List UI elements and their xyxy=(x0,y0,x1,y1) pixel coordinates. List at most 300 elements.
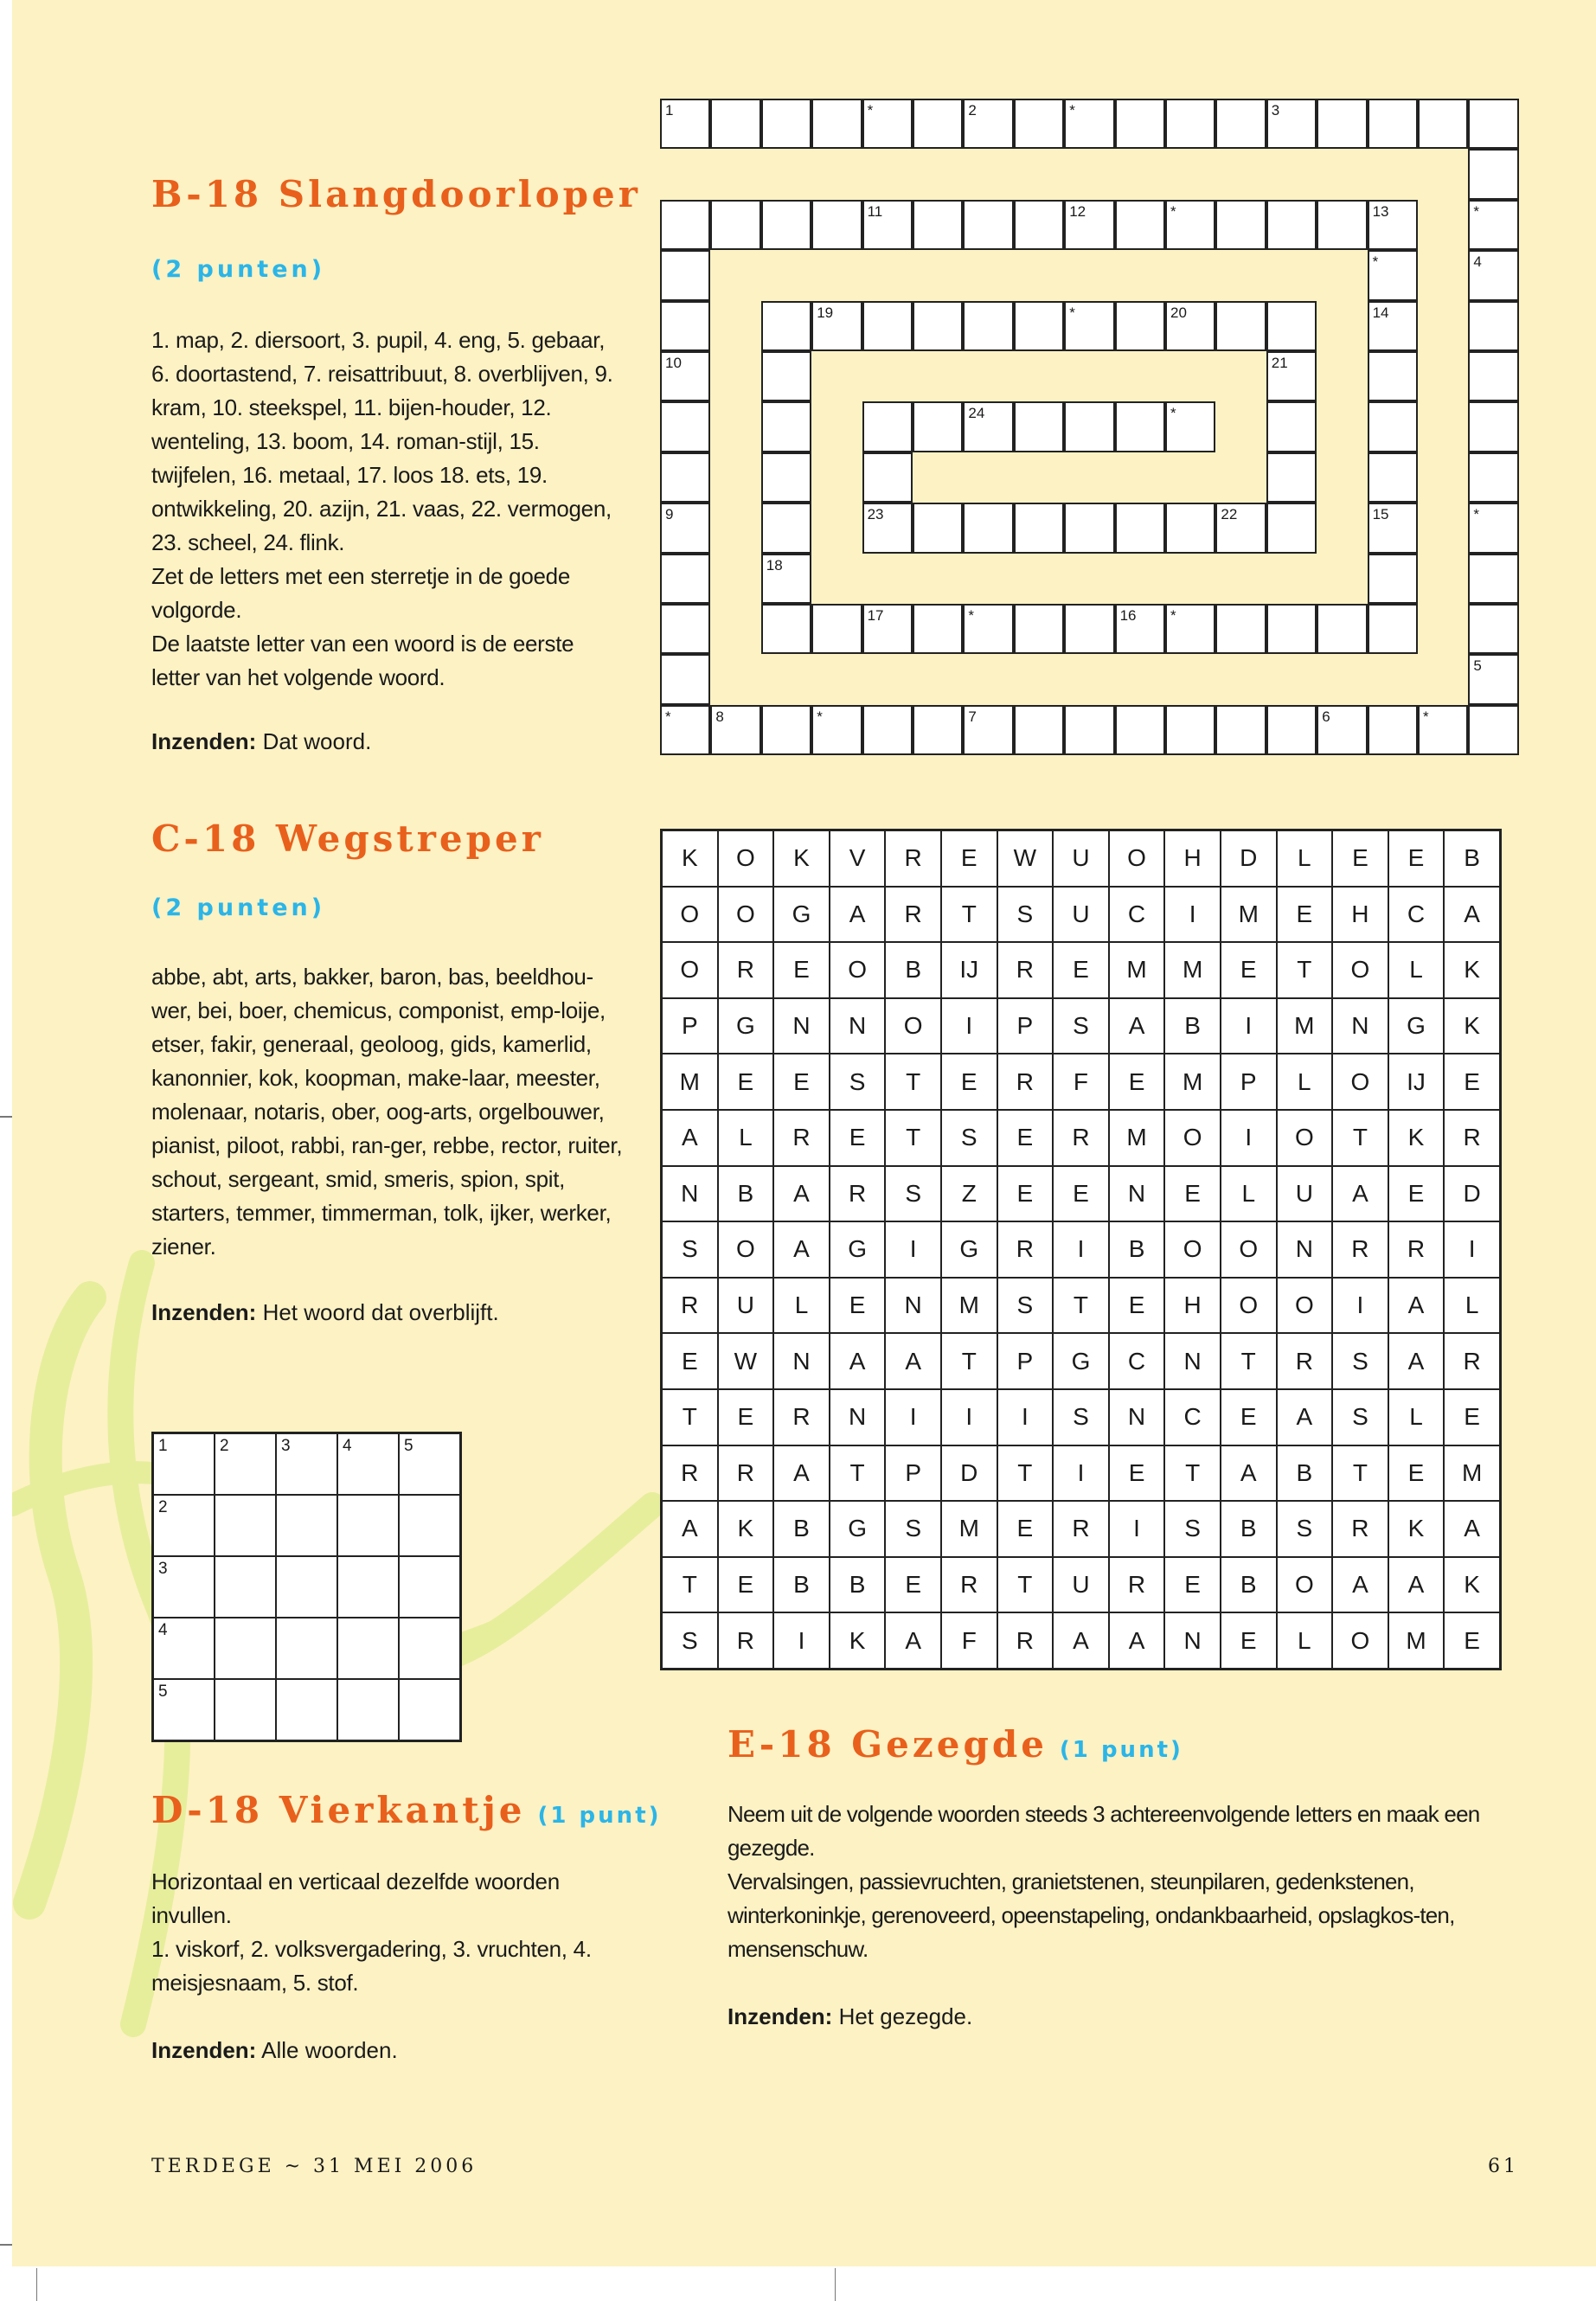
crossword-cell[interactable] xyxy=(1115,604,1165,654)
word-search-letter[interactable]: G xyxy=(830,1501,886,1557)
word-search-letter[interactable]: E xyxy=(1221,942,1277,998)
crossword-cell[interactable] xyxy=(1115,503,1165,553)
crossword-cell[interactable] xyxy=(913,200,963,250)
word-search-letter[interactable]: G xyxy=(773,887,830,943)
crossword-cell[interactable] xyxy=(1064,503,1114,553)
word-search-letter[interactable]: O xyxy=(718,887,774,943)
word-search-letter[interactable]: A xyxy=(885,1612,941,1669)
crossword-cell[interactable] xyxy=(1266,99,1317,149)
word-search-letter[interactable]: E xyxy=(997,1501,1054,1557)
word-search-letter[interactable]: O xyxy=(662,887,718,943)
word-search-letter[interactable]: S xyxy=(1053,998,1109,1054)
word-search-letter[interactable]: T xyxy=(1277,942,1333,998)
word-square-cell[interactable] xyxy=(215,1618,276,1679)
word-search-letter[interactable]: A xyxy=(885,1333,941,1389)
crossword-cell[interactable] xyxy=(660,503,710,553)
word-search-letter[interactable]: M xyxy=(1109,942,1165,998)
word-square-cell[interactable] xyxy=(153,1618,215,1679)
word-search-letter[interactable]: A xyxy=(662,1501,718,1557)
crossword-cell[interactable] xyxy=(1266,452,1317,503)
crossword-cell[interactable] xyxy=(862,401,913,452)
crossword-cell[interactable] xyxy=(761,401,811,452)
word-search-letter[interactable]: E xyxy=(1053,1166,1109,1222)
crossword-cell[interactable] xyxy=(963,200,1013,250)
word-search-letter[interactable]: E xyxy=(885,1557,941,1613)
crossword-cell[interactable] xyxy=(1368,604,1418,654)
word-search-letter[interactable]: O xyxy=(1277,1557,1333,1613)
crossword-cell[interactable] xyxy=(1115,401,1165,452)
word-search-letter[interactable]: E xyxy=(1444,1389,1500,1445)
crossword-cell[interactable] xyxy=(761,705,811,755)
word-square-cell[interactable] xyxy=(399,1618,460,1679)
word-search-letter[interactable]: U xyxy=(1053,830,1109,887)
word-search-letter[interactable]: K xyxy=(1444,1557,1500,1613)
word-search-letter[interactable]: M xyxy=(1109,1110,1165,1166)
word-square-cell[interactable] xyxy=(399,1495,460,1556)
word-search-letter[interactable]: R xyxy=(1277,1333,1333,1389)
word-search-letter[interactable]: R xyxy=(1388,1221,1445,1278)
crossword-cell[interactable] xyxy=(660,654,710,704)
crossword-cell[interactable] xyxy=(811,200,862,250)
word-search-letter[interactable]: O xyxy=(1332,1612,1388,1669)
word-square-cell[interactable] xyxy=(399,1433,460,1495)
crossword-cell[interactable] xyxy=(761,200,811,250)
word-search-letter[interactable]: O xyxy=(1164,1110,1221,1166)
word-search-letter[interactable]: R xyxy=(662,1445,718,1502)
word-search-letter[interactable]: R xyxy=(830,1166,886,1222)
crossword-cell[interactable] xyxy=(1215,503,1266,553)
crossword-cell[interactable] xyxy=(1014,503,1064,553)
word-search-letter[interactable]: N xyxy=(1277,1221,1333,1278)
crossword-cell[interactable] xyxy=(1115,705,1165,755)
word-search-letter[interactable]: N xyxy=(1109,1389,1165,1445)
word-search-letter[interactable]: I xyxy=(1221,1110,1277,1166)
crossword-cell[interactable] xyxy=(660,604,710,654)
word-search-letter[interactable]: I xyxy=(941,998,997,1054)
crossword-cell[interactable] xyxy=(1368,452,1418,503)
word-search-letter[interactable]: S xyxy=(997,887,1054,943)
word-search-letter[interactable]: P xyxy=(997,1333,1054,1389)
word-search-letter[interactable]: R xyxy=(773,1389,830,1445)
crossword-cell[interactable] xyxy=(1014,705,1064,755)
crossword-cell[interactable] xyxy=(1368,401,1418,452)
crossword-cell[interactable] xyxy=(1468,149,1518,199)
word-search-letter[interactable]: C xyxy=(1388,887,1445,943)
word-search-letter[interactable]: L xyxy=(718,1110,774,1166)
word-search-letter[interactable]: E xyxy=(718,1389,774,1445)
word-search-letter[interactable]: T xyxy=(941,887,997,943)
word-search-letter[interactable]: O xyxy=(885,998,941,1054)
crossword-cell[interactable] xyxy=(811,604,862,654)
word-search-letter[interactable]: G xyxy=(1388,998,1445,1054)
word-search-letter[interactable]: B xyxy=(1221,1557,1277,1613)
crossword-cell[interactable] xyxy=(913,503,963,553)
word-search-letter[interactable]: D xyxy=(1221,830,1277,887)
crossword-cell[interactable] xyxy=(660,351,710,401)
word-search-letter[interactable]: O xyxy=(1221,1278,1277,1334)
word-search-letter[interactable]: E xyxy=(773,1054,830,1110)
crossword-cell[interactable] xyxy=(1468,200,1518,250)
word-search-letter[interactable]: R xyxy=(718,942,774,998)
word-square-cell[interactable] xyxy=(153,1679,215,1740)
word-search-letter[interactable]: O xyxy=(830,942,886,998)
word-search-letter[interactable]: L xyxy=(1388,942,1445,998)
word-search-letter[interactable]: S xyxy=(830,1054,886,1110)
word-search-letter[interactable]: E xyxy=(1388,1445,1445,1502)
word-search-letter[interactable]: A xyxy=(1109,1612,1165,1669)
word-search-letter[interactable]: B xyxy=(1164,998,1221,1054)
crossword-cell[interactable] xyxy=(862,200,913,250)
word-search-letter[interactable]: S xyxy=(1053,1389,1109,1445)
word-search-letter[interactable]: S xyxy=(1277,1501,1333,1557)
word-search-letter[interactable]: L xyxy=(1277,1054,1333,1110)
word-search-letter[interactable]: H xyxy=(1332,887,1388,943)
word-search-letter[interactable]: B xyxy=(1109,1221,1165,1278)
word-search-letter[interactable]: U xyxy=(1053,1557,1109,1613)
crossword-cell[interactable] xyxy=(913,99,963,149)
word-search-letter[interactable]: R xyxy=(997,942,1054,998)
crossword-cell[interactable] xyxy=(660,301,710,351)
word-search-letter[interactable]: R xyxy=(1053,1501,1109,1557)
word-search-letter[interactable]: T xyxy=(662,1557,718,1613)
word-search-letter[interactable]: M xyxy=(1164,942,1221,998)
word-search-letter[interactable]: U xyxy=(718,1278,774,1334)
word-search-letter[interactable]: E xyxy=(1388,1166,1445,1222)
crossword-cell[interactable] xyxy=(1468,503,1518,553)
word-search-letter[interactable]: T xyxy=(1053,1278,1109,1334)
crossword-cell[interactable] xyxy=(710,705,760,755)
word-search-letter[interactable]: E xyxy=(1221,1389,1277,1445)
word-search-letter[interactable]: E xyxy=(1109,1278,1165,1334)
crossword-cell[interactable] xyxy=(1266,351,1317,401)
word-search-letter[interactable]: L xyxy=(1444,1278,1500,1334)
word-search-letter[interactable]: M xyxy=(1277,998,1333,1054)
word-square-cell[interactable] xyxy=(153,1495,215,1556)
crossword-cell[interactable] xyxy=(913,705,963,755)
word-search-letter[interactable]: L xyxy=(1388,1389,1445,1445)
word-search-letter[interactable]: A xyxy=(773,1221,830,1278)
word-search-letter[interactable]: E xyxy=(1221,1612,1277,1669)
word-search-letter[interactable]: K xyxy=(1444,942,1500,998)
word-search-letter[interactable]: V xyxy=(830,830,886,887)
word-square-cell[interactable] xyxy=(276,1618,337,1679)
word-search-letter[interactable]: R xyxy=(1053,1110,1109,1166)
crossword-cell[interactable] xyxy=(1468,604,1518,654)
word-search-letter[interactable]: R xyxy=(997,1612,1054,1669)
crossword-cell[interactable] xyxy=(862,604,913,654)
word-search-letter[interactable]: O xyxy=(1332,1054,1388,1110)
word-search-letter[interactable]: L xyxy=(1221,1166,1277,1222)
crossword-cell[interactable] xyxy=(1468,705,1518,755)
word-search-letter[interactable]: A xyxy=(1221,1445,1277,1502)
crossword-cell[interactable] xyxy=(1215,604,1266,654)
crossword-cell[interactable] xyxy=(1266,301,1317,351)
word-search-letter[interactable]: A xyxy=(1388,1557,1445,1613)
crossword-cell[interactable] xyxy=(660,705,710,755)
crossword-cell[interactable] xyxy=(862,99,913,149)
word-search-letter[interactable]: M xyxy=(1444,1445,1500,1502)
crossword-cell[interactable] xyxy=(1317,604,1367,654)
crossword-cell[interactable] xyxy=(1317,99,1367,149)
crossword-cell[interactable] xyxy=(710,200,760,250)
word-search-letter[interactable]: T xyxy=(997,1557,1054,1613)
word-search-letter[interactable]: O xyxy=(718,830,774,887)
word-search-letter[interactable]: E xyxy=(830,1278,886,1334)
word-search-letter[interactable]: N xyxy=(885,1278,941,1334)
crossword-cell[interactable] xyxy=(761,554,811,604)
word-search-letter[interactable]: N xyxy=(1164,1612,1221,1669)
word-search-letter[interactable]: L xyxy=(1277,830,1333,887)
word-search-letter[interactable]: N xyxy=(1332,998,1388,1054)
word-search-letter[interactable]: R xyxy=(718,1612,774,1669)
crossword-cell[interactable] xyxy=(660,99,710,149)
word-search-letter[interactable]: L xyxy=(773,1278,830,1334)
crossword-cell[interactable] xyxy=(1317,200,1367,250)
word-search-letter[interactable]: E xyxy=(1444,1054,1500,1110)
crossword-cell[interactable] xyxy=(1317,705,1367,755)
word-search-letter[interactable]: I xyxy=(1053,1445,1109,1502)
crossword-cell[interactable] xyxy=(963,301,1013,351)
word-search-letter[interactable]: T xyxy=(997,1445,1054,1502)
word-search-letter[interactable]: K xyxy=(773,830,830,887)
crossword-cell[interactable] xyxy=(1368,705,1418,755)
word-search-letter[interactable]: T xyxy=(941,1333,997,1389)
word-search-letter[interactable]: O xyxy=(1164,1221,1221,1278)
crossword-cell[interactable] xyxy=(963,705,1013,755)
word-search-letter[interactable]: R xyxy=(773,1110,830,1166)
word-search-letter[interactable]: C xyxy=(1164,1389,1221,1445)
word-search-letter[interactable]: N xyxy=(830,1389,886,1445)
word-search-letter[interactable]: N xyxy=(773,1333,830,1389)
crossword-cell[interactable] xyxy=(660,200,710,250)
word-search-letter[interactable]: S xyxy=(1164,1501,1221,1557)
word-search-letter[interactable]: E xyxy=(1109,1445,1165,1502)
word-search-letter[interactable]: R xyxy=(1444,1333,1500,1389)
word-search-letter[interactable]: R xyxy=(885,830,941,887)
word-search-letter[interactable]: B xyxy=(718,1166,774,1222)
crossword-cell[interactable] xyxy=(1165,200,1215,250)
word-search-letter[interactable]: B xyxy=(885,942,941,998)
word-search-letter[interactable]: K xyxy=(718,1501,774,1557)
word-search-letter[interactable]: T xyxy=(1221,1333,1277,1389)
word-search-letter[interactable]: K xyxy=(662,830,718,887)
crossword-cell[interactable] xyxy=(1418,99,1468,149)
word-search-letter[interactable]: K xyxy=(830,1612,886,1669)
word-square-cell[interactable] xyxy=(399,1679,460,1740)
word-search-letter[interactable]: D xyxy=(941,1445,997,1502)
word-search-letter[interactable]: I xyxy=(1332,1278,1388,1334)
word-search-letter[interactable]: S xyxy=(885,1501,941,1557)
word-search-letter[interactable]: R xyxy=(997,1054,1054,1110)
crossword-cell[interactable] xyxy=(1165,99,1215,149)
word-search-letter[interactable]: P xyxy=(1221,1054,1277,1110)
word-search-letter[interactable]: A xyxy=(773,1166,830,1222)
crossword-cell[interactable] xyxy=(1418,705,1468,755)
word-search-letter[interactable]: K xyxy=(1388,1501,1445,1557)
crossword-cell[interactable] xyxy=(862,705,913,755)
word-search-letter[interactable]: A xyxy=(1277,1389,1333,1445)
word-search-letter[interactable]: IJ xyxy=(941,942,997,998)
word-square-cell[interactable] xyxy=(276,1433,337,1495)
word-search-letter[interactable]: A xyxy=(1388,1278,1445,1334)
word-search-letter[interactable]: Z xyxy=(941,1166,997,1222)
word-search-letter[interactable]: T xyxy=(885,1054,941,1110)
word-search-letter[interactable]: T xyxy=(885,1110,941,1166)
crossword-cell[interactable] xyxy=(811,705,862,755)
word-search-letter[interactable]: S xyxy=(662,1612,718,1669)
word-search-letter[interactable]: B xyxy=(773,1501,830,1557)
word-search-letter[interactable]: M xyxy=(1221,887,1277,943)
crossword-cell[interactable] xyxy=(1165,301,1215,351)
crossword-cell[interactable] xyxy=(862,503,913,553)
word-search-letter[interactable]: O xyxy=(1221,1221,1277,1278)
word-search-letter[interactable]: O xyxy=(1277,1110,1333,1166)
crossword-cell[interactable] xyxy=(1064,200,1114,250)
word-square-cell[interactable] xyxy=(337,1618,399,1679)
word-search-letter[interactable]: A xyxy=(662,1110,718,1166)
crossword-cell[interactable] xyxy=(710,99,760,149)
word-search-letter[interactable]: E xyxy=(718,1054,774,1110)
crossword-cell[interactable] xyxy=(1064,99,1114,149)
word-search-letter[interactable]: I xyxy=(885,1389,941,1445)
word-search-letter[interactable]: E xyxy=(1444,1612,1500,1669)
crossword-cell[interactable] xyxy=(1468,301,1518,351)
word-search-letter[interactable]: L xyxy=(1277,1612,1333,1669)
word-search-letter[interactable]: O xyxy=(1109,830,1165,887)
word-search-letter[interactable]: H xyxy=(1164,1278,1221,1334)
word-search-letter[interactable]: P xyxy=(885,1445,941,1502)
word-search-letter[interactable]: E xyxy=(1053,942,1109,998)
word-square-cell[interactable] xyxy=(153,1433,215,1495)
word-search-letter[interactable]: R xyxy=(885,887,941,943)
crossword-cell[interactable] xyxy=(1115,200,1165,250)
crossword-cell[interactable] xyxy=(963,503,1013,553)
word-search-letter[interactable]: R xyxy=(941,1557,997,1613)
word-search-letter[interactable]: E xyxy=(997,1166,1054,1222)
word-search-letter[interactable]: M xyxy=(941,1501,997,1557)
word-search-letter[interactable]: E xyxy=(718,1557,774,1613)
word-search-letter[interactable]: E xyxy=(773,942,830,998)
word-search-letter[interactable]: E xyxy=(997,1110,1054,1166)
word-search-letter[interactable]: A xyxy=(773,1445,830,1502)
crossword-cell[interactable] xyxy=(1115,301,1165,351)
word-search-letter[interactable]: B xyxy=(1444,830,1500,887)
word-square-cell[interactable] xyxy=(215,1433,276,1495)
word-search-letter[interactable]: I xyxy=(1444,1221,1500,1278)
crossword-cell[interactable] xyxy=(862,301,913,351)
word-search-letter[interactable]: G xyxy=(718,998,774,1054)
crossword-cell[interactable] xyxy=(660,250,710,300)
word-search-letter[interactable]: R xyxy=(1444,1110,1500,1166)
crossword-cell[interactable] xyxy=(1064,301,1114,351)
word-search-letter[interactable]: B xyxy=(1277,1445,1333,1502)
word-search-letter[interactable]: S xyxy=(1332,1333,1388,1389)
word-search-letter[interactable]: I xyxy=(885,1221,941,1278)
word-search-letter[interactable]: C xyxy=(1109,1333,1165,1389)
word-search-letter[interactable]: N xyxy=(1109,1166,1165,1222)
crossword-cell[interactable] xyxy=(1368,99,1418,149)
word-search-letter[interactable]: M xyxy=(1164,1054,1221,1110)
word-search-letter[interactable]: IJ xyxy=(1388,1054,1445,1110)
crossword-cell[interactable] xyxy=(1266,503,1317,553)
crossword-cell[interactable] xyxy=(1215,301,1266,351)
word-square-cell[interactable] xyxy=(215,1679,276,1740)
crossword-cell[interactable] xyxy=(1468,452,1518,503)
word-search-letter[interactable]: U xyxy=(1053,887,1109,943)
word-search-letter[interactable]: R xyxy=(1109,1557,1165,1613)
word-search-letter[interactable]: E xyxy=(1164,1166,1221,1222)
crossword-cell[interactable] xyxy=(1368,554,1418,604)
word-search-letter[interactable]: E xyxy=(662,1333,718,1389)
word-search-letter[interactable]: K xyxy=(1444,998,1500,1054)
crossword-cell[interactable] xyxy=(1468,401,1518,452)
word-search-letter[interactable]: A xyxy=(1109,998,1165,1054)
word-square-cell[interactable] xyxy=(337,1433,399,1495)
crossword-cell[interactable] xyxy=(862,452,913,503)
word-search-letter[interactable]: B xyxy=(830,1557,886,1613)
word-search-letter[interactable]: A xyxy=(830,1333,886,1389)
word-search-letter[interactable]: A xyxy=(1444,887,1500,943)
crossword-cell[interactable] xyxy=(1215,99,1266,149)
crossword-cell[interactable] xyxy=(761,452,811,503)
word-search-letter[interactable]: M xyxy=(1388,1612,1445,1669)
word-search-letter[interactable]: I xyxy=(773,1612,830,1669)
crossword-cell[interactable] xyxy=(1014,301,1064,351)
crossword-cell[interactable] xyxy=(1266,401,1317,452)
word-search-letter[interactable]: N xyxy=(830,998,886,1054)
crossword-cell[interactable] xyxy=(963,99,1013,149)
crossword-cell[interactable] xyxy=(963,604,1013,654)
word-search-letter[interactable]: R xyxy=(662,1278,718,1334)
word-search-letter[interactable]: C xyxy=(1109,887,1165,943)
word-search-letter[interactable]: S xyxy=(997,1278,1054,1334)
word-search-letter[interactable]: I xyxy=(997,1389,1054,1445)
crossword-cell[interactable] xyxy=(913,301,963,351)
crossword-cell[interactable] xyxy=(1064,401,1114,452)
word-search-letter[interactable]: D xyxy=(1444,1166,1500,1222)
crossword-cell[interactable] xyxy=(660,452,710,503)
word-search-letter[interactable]: W xyxy=(718,1333,774,1389)
crossword-cell[interactable] xyxy=(1115,99,1165,149)
word-search-letter[interactable]: T xyxy=(1164,1445,1221,1502)
crossword-cell[interactable] xyxy=(1368,503,1418,553)
word-search-letter[interactable]: E xyxy=(1388,830,1445,887)
word-search-letter[interactable]: H xyxy=(1164,830,1221,887)
crossword-cell[interactable] xyxy=(1368,351,1418,401)
word-search-letter[interactable]: E xyxy=(941,830,997,887)
crossword-cell[interactable] xyxy=(1014,604,1064,654)
word-square-cell[interactable] xyxy=(215,1495,276,1556)
crossword-cell[interactable] xyxy=(1368,200,1418,250)
word-square-cell[interactable] xyxy=(276,1679,337,1740)
word-search-letter[interactable]: W xyxy=(997,830,1054,887)
word-square-cell[interactable] xyxy=(337,1679,399,1740)
word-search-letter[interactable]: E xyxy=(1277,887,1333,943)
word-search-letter[interactable]: O xyxy=(1277,1278,1333,1334)
word-search-letter[interactable]: S xyxy=(1332,1389,1388,1445)
word-square-cell[interactable] xyxy=(337,1495,399,1556)
word-search-letter[interactable]: R xyxy=(718,1445,774,1502)
word-search-letter[interactable]: R xyxy=(1332,1221,1388,1278)
crossword-cell[interactable] xyxy=(1165,401,1215,452)
crossword-cell[interactable] xyxy=(1014,401,1064,452)
crossword-cell[interactable] xyxy=(1165,503,1215,553)
crossword-cell[interactable] xyxy=(811,99,862,149)
crossword-cell[interactable] xyxy=(1468,554,1518,604)
word-search-letter[interactable]: A xyxy=(1332,1166,1388,1222)
word-search-letter[interactable]: T xyxy=(830,1445,886,1502)
word-search-letter[interactable]: S xyxy=(885,1166,941,1222)
